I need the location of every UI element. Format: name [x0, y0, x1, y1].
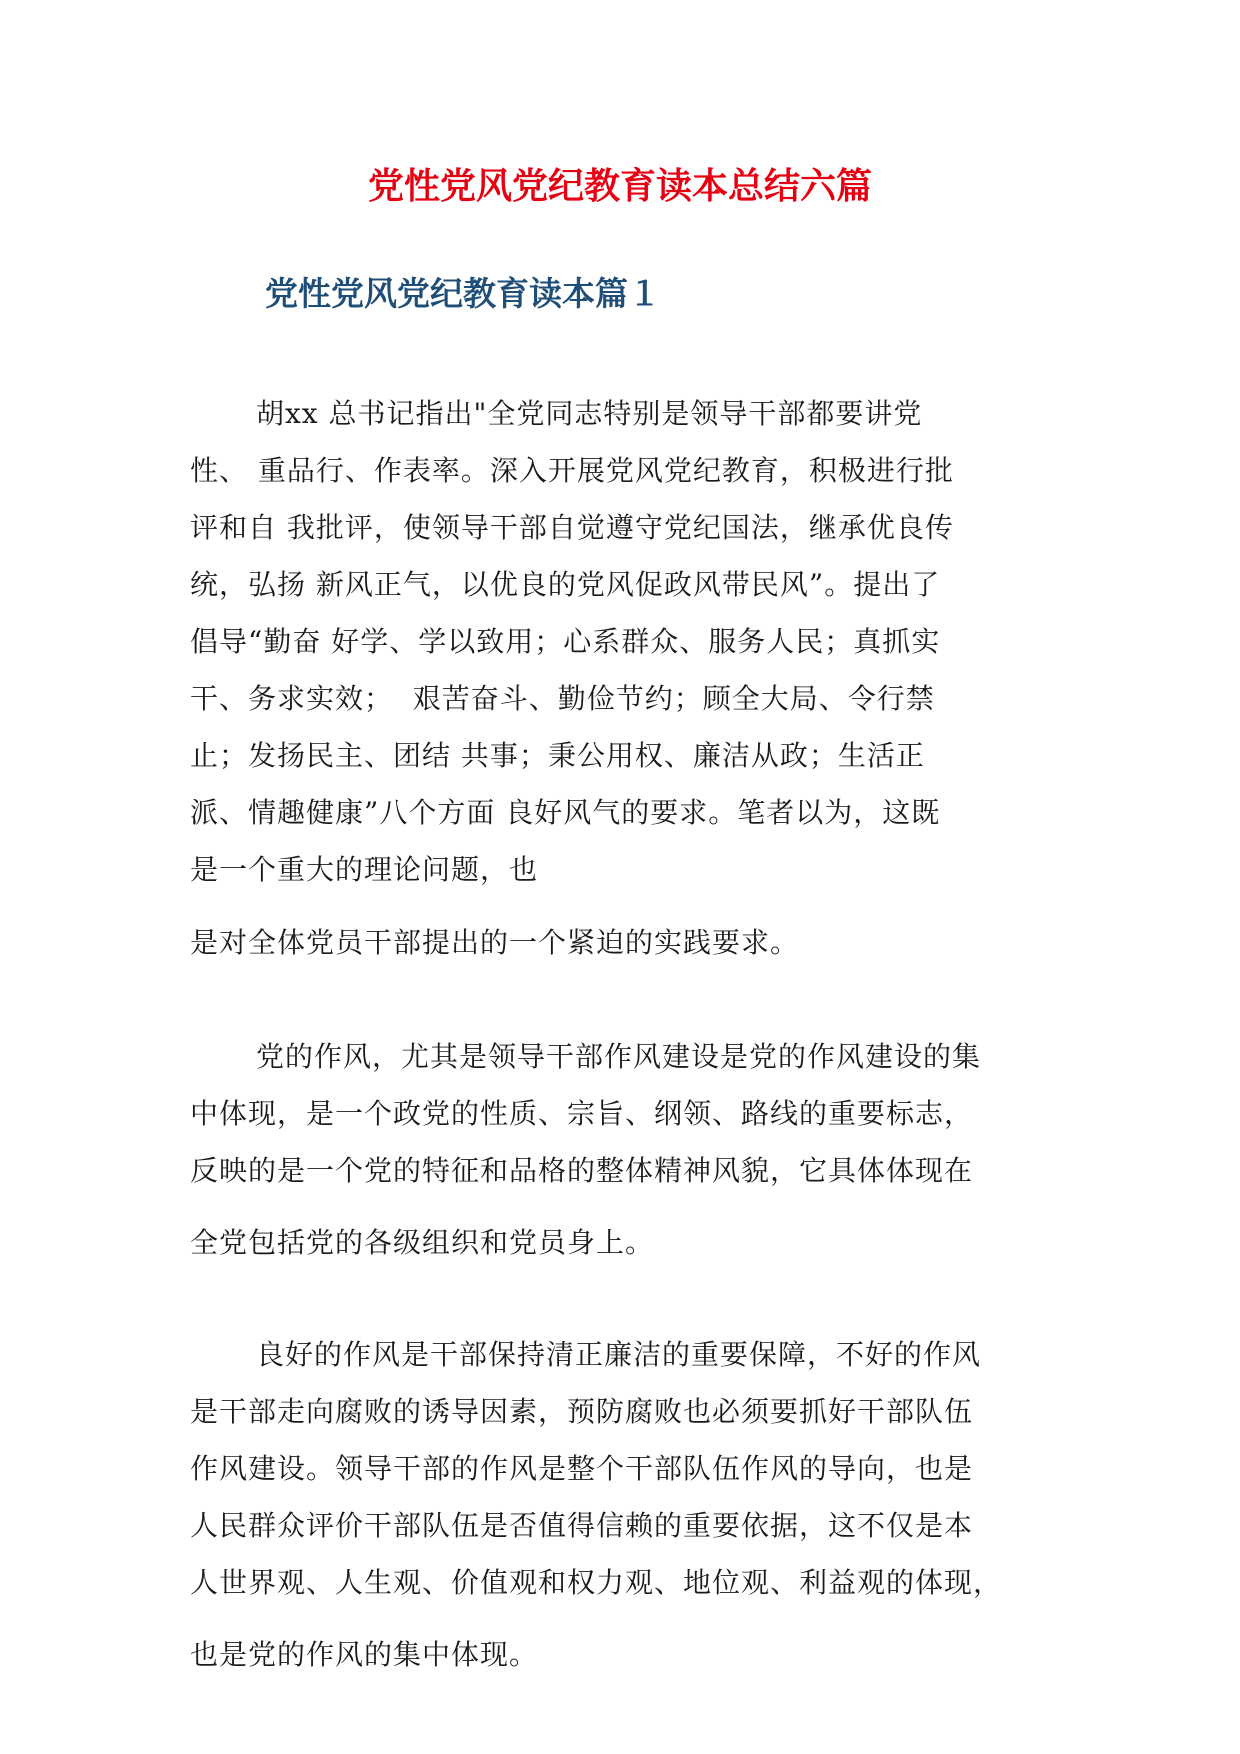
paragraph-line: 干、务求实效； 艰苦奋斗、勤俭节约；顾全大局、令行禁	[190, 682, 935, 715]
paragraph-line: 全党包括党的各级组织和党员身上。	[190, 1226, 655, 1259]
paragraph-line: 统，弘扬 新风正气，以优良的党风促政风带民风”。提出了	[190, 568, 941, 601]
paragraph-line: 中体现，是一个政党的性质、宗旨、纲领、路线的重要标志，	[190, 1097, 974, 1130]
paragraph-line: 人民群众评价干部队伍是否值得信赖的重要依据，这不仅是本	[190, 1509, 974, 1542]
paragraph-line: 止；发扬民主、团结 共事；秉公用权、廉洁从政；生活正	[190, 739, 925, 772]
document-title: 党性党风党纪教育读本总结六篇	[367, 165, 872, 207]
paragraph-line: 倡导“勤奋 好学、学以致用；心系群众、服务人民；真抓实	[190, 625, 941, 658]
paragraph-line: 派、情趣健康”八个方面 良好风气的要求。笔者以为，这既	[190, 796, 941, 829]
paragraph-line: 胡xx 总书记指出"全党同志特别是领导干部都要讲党	[256, 397, 923, 430]
paragraph-line: 是一个重大的理论问题，也	[190, 853, 539, 886]
paragraph-line: 人世界观、人生观、价值观和权力观、地位观、利益观的体现，	[190, 1566, 1003, 1599]
paragraph-line: 也是党的作风的集中体现。	[190, 1638, 539, 1671]
paragraph-line: 性、 重品行、作表率。深入开展党风党纪教育，积极进行批	[190, 454, 954, 487]
paragraph-line: 是对全体党员干部提出的一个紧迫的实践要求。	[190, 926, 800, 959]
paragraph-line: 评和自 我批评，使领导干部自觉遵守党纪国法，继承优良传	[190, 511, 954, 544]
paragraph-line: 党的作风，尤其是领导干部作风建设是党的作风建设的集	[256, 1040, 982, 1073]
paragraph-line: 反映的是一个党的特征和品格的整体精神风貌，它具体体现在	[190, 1154, 974, 1187]
paragraph-line: 良好的作风是干部保持清正廉洁的重要保障，不好的作风	[256, 1338, 982, 1371]
paragraph-line: 是干部走向腐败的诱导因素，预防腐败也必须要抓好干部队伍	[190, 1395, 974, 1428]
paragraph-line: 作风建设。领导干部的作风是整个干部队伍作风的导向，也是	[190, 1452, 974, 1485]
section-heading: 党性党风党纪教育读本篇１	[265, 274, 661, 313]
